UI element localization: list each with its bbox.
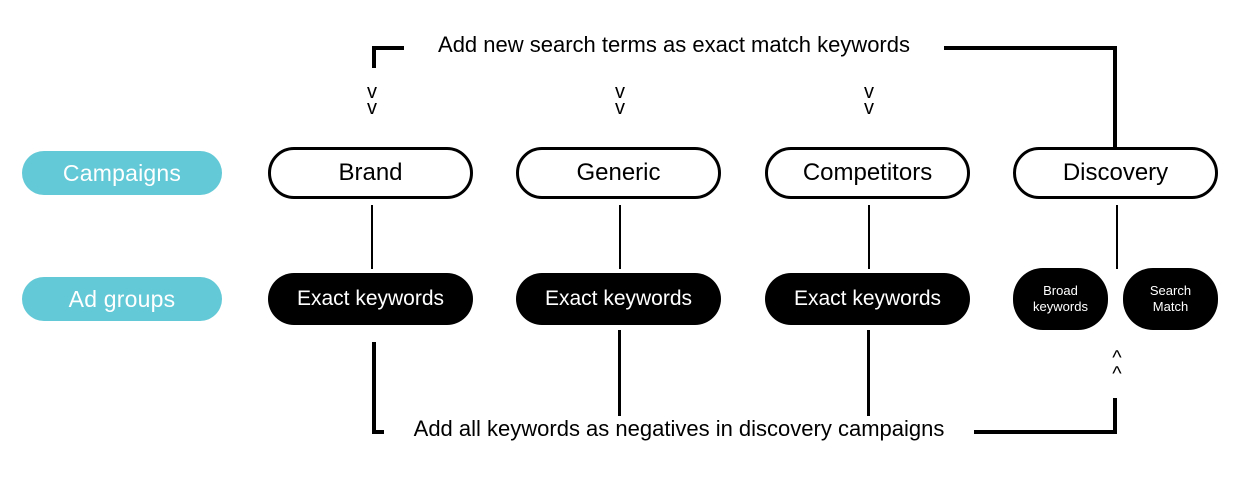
bottom-flow-left-up-line: [372, 342, 376, 432]
campaign-node-label: Discovery: [1062, 159, 1169, 186]
campaign-node-label: Generic: [576, 159, 661, 186]
ad-group-node-exact-keywords-competitors[interactable]: [765, 273, 970, 325]
chevron-down-icon: [360, 81, 384, 119]
campaign-node-discovery[interactable]: [1013, 147, 1218, 199]
ad-group-node-label: Exact keywords: [544, 287, 693, 310]
ad-group-node-label-line1: Search: [1149, 282, 1192, 298]
bottom-flow-label: Add all keywords as negatives in discovery campaigns: [384, 416, 974, 442]
chevron-down-icon-glyph-2: v: [615, 97, 625, 119]
bottom-flow-right-up-line: [1113, 398, 1117, 434]
top-flow-right-down-line: [1113, 46, 1117, 150]
campaign-node-label: Brand: [338, 159, 403, 186]
ad-group-node-label-line2: Match: [1152, 299, 1189, 314]
ad-group-node-label-line1: Broad: [1043, 282, 1078, 298]
campaign-node-competitors[interactable]: [765, 147, 970, 199]
row-label-ad-groups-text: Ad groups: [68, 285, 176, 312]
top-flow-left-stub: [372, 46, 376, 68]
row-label-campaigns-text: Campaigns: [62, 159, 182, 186]
ad-group-node-label: Exact keywords: [296, 287, 445, 310]
bottom-flow-stub-generic: [618, 330, 621, 430]
bottom-flow-stub-competitors: [867, 330, 870, 430]
chevron-up-icon: [1105, 347, 1129, 385]
chevron-down-icon: [857, 81, 881, 119]
row-label-campaigns: [22, 151, 222, 195]
chevron-up-icon-glyph-2: ^: [1112, 363, 1122, 385]
chevron-down-icon-glyph-2: v: [864, 97, 874, 119]
connector-brand: [371, 205, 373, 269]
chevron-down-icon-glyph-1: v: [367, 81, 377, 103]
ad-group-node-exact-keywords-generic[interactable]: [516, 273, 721, 325]
connector-discovery: [1116, 205, 1118, 269]
ad-group-node-label: Exact keywords: [793, 287, 942, 310]
campaign-node-label: Competitors: [802, 159, 933, 186]
campaign-node-brand[interactable]: [268, 147, 473, 199]
chevron-down-icon-glyph-1: v: [615, 81, 625, 103]
chevron-up-icon-glyph-1: ^: [1112, 347, 1122, 369]
chevron-down-icon-glyph-1: v: [864, 81, 874, 103]
connector-competitors: [868, 205, 870, 269]
campaign-node-generic[interactable]: [516, 147, 721, 199]
ad-group-node-label-line2: keywords: [1033, 299, 1088, 314]
chevron-down-icon-glyph-2: v: [367, 97, 377, 119]
connector-generic: [619, 205, 621, 269]
ad-group-node-search-match[interactable]: [1123, 268, 1218, 330]
top-flow-label: Add new search terms as exact match keywords: [404, 32, 944, 58]
ad-group-node-exact-keywords-brand[interactable]: [268, 273, 473, 325]
row-label-ad-groups: [22, 277, 222, 321]
ad-group-node-broad-keywords[interactable]: [1013, 268, 1108, 330]
chevron-down-icon: [608, 81, 632, 119]
